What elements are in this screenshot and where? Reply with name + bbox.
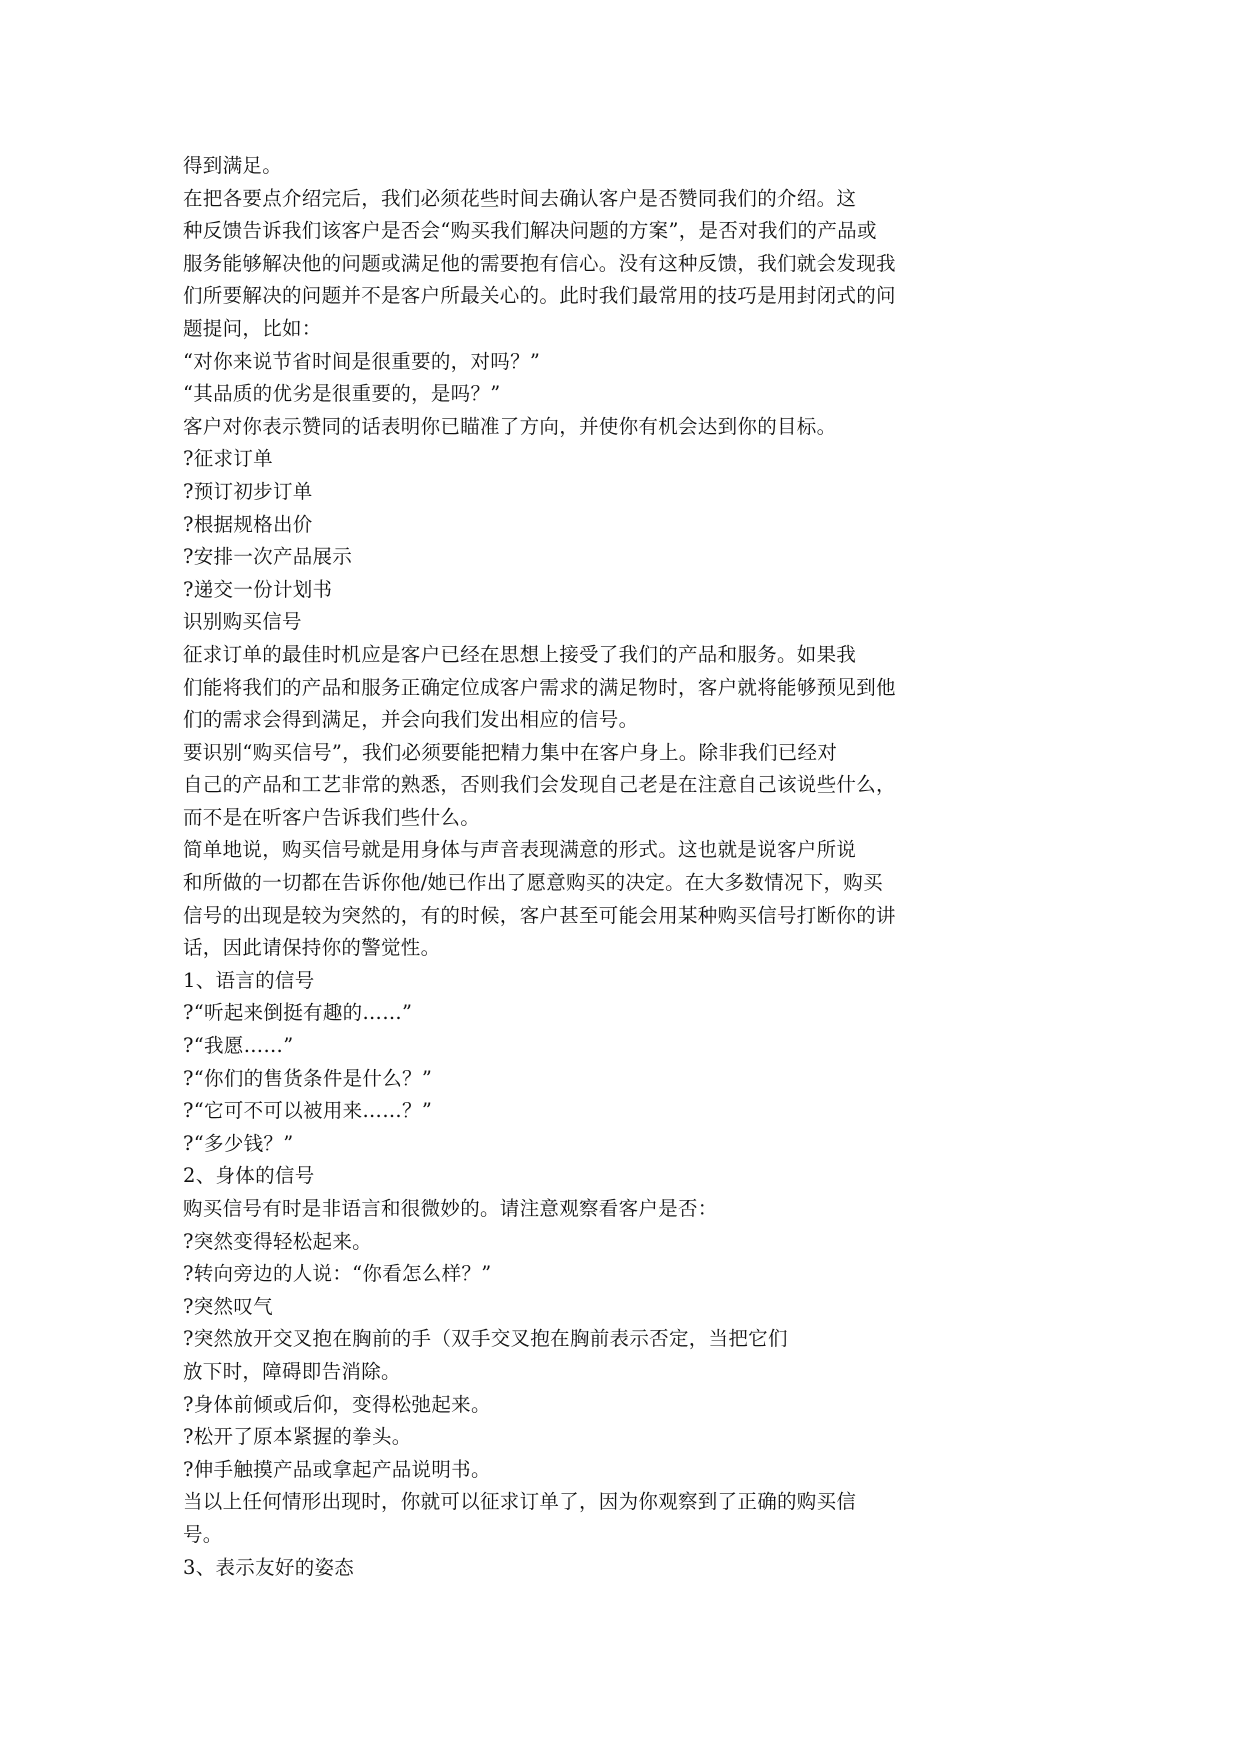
list-item: ?安排一次产品展示: [183, 545, 353, 569]
list-item: ?突然叹气: [183, 1294, 273, 1318]
document-body: [183, 150, 1003, 1584]
list-item: ?松开了原本紧握的拳头。: [183, 1425, 412, 1449]
text-line: 简单地说，购买信号就是用身体与声音表现满意的形式。这也就是说客户所说: [183, 838, 857, 862]
list-item: ?“它可不可以被用来……？”: [183, 1099, 433, 1123]
text-line: 们的需求会得到满足，并会向我们发出相应的信号。: [183, 708, 639, 732]
list-item: ?“多少钱？”: [183, 1131, 294, 1155]
text-line: 自己的产品和工艺非常的熟悉，否则我们会发现自己老是在注意自己该说些什么，: [183, 773, 896, 797]
text-line: 们所要解决的问题并不是客户所最关心的。此时我们最常用的技巧是用封闭式的问: [183, 284, 896, 308]
text-line: 在把各要点介绍完后，我们必须花些时间去确认客户是否赞同我们的介绍。这: [183, 186, 857, 210]
section-heading: 3、表示友好的姿态: [183, 1555, 355, 1579]
quote-line: “其品质的优劣是很重要的，是吗？”: [183, 382, 501, 406]
text-line: 题提问，比如：: [183, 316, 322, 340]
text-line: 客户对你表示赞同的话表明你已瞄准了方向，并使你有机会达到你的目标。: [183, 414, 837, 438]
text-line: 号。: [183, 1522, 223, 1546]
list-item: ?“你们的售货条件是什么？”: [183, 1066, 433, 1090]
list-item: ?“我愿……”: [183, 1034, 294, 1058]
text-line: 要识别“购买信号”，我们必须要能把精力集中在客户身上。除非我们已经对: [183, 740, 838, 764]
text-line: 征求订单的最佳时机应是客户已经在思想上接受了我们的产品和服务。如果我: [183, 642, 857, 666]
list-item: ?预订初步订单: [183, 479, 313, 503]
list-item: ?突然放开交叉抱在胸前的手（双手交叉抱在胸前表示否定，当把它们: [183, 1327, 788, 1351]
quote-line: “对你来说节省时间是很重要的，对吗？”: [183, 349, 541, 373]
section-heading: 识别购买信号: [183, 610, 302, 634]
list-item: ?转向旁边的人说：“你看怎么样？”: [183, 1262, 492, 1286]
list-item: ?递交一份计划书: [183, 577, 333, 601]
text-line: 信号的出现是较为突然的，有的时候，客户甚至可能会用某种购买信号打断你的讲: [183, 903, 896, 927]
list-item: ?“听起来倒挺有趣的……”: [183, 1001, 413, 1025]
text-line: 话，因此请保持你的警觉性。: [183, 936, 441, 960]
text-line: 当以上任何情形出现时，你就可以征求订单了，因为你观察到了正确的购买信: [183, 1490, 857, 1514]
list-item: ?伸手触摸产品或拿起产品说明书。: [183, 1457, 491, 1481]
text-line: 购买信号有时是非语言和很微妙的。请注意观察看客户是否：: [183, 1197, 718, 1220]
list-item: ?身体前倾或后仰，变得松弛起来。: [183, 1392, 491, 1416]
text-line: 们能将我们的产品和服务正确定位成客户需求的满足物时，客户就将能够预见到他: [183, 675, 896, 699]
list-item: ?征求订单: [183, 447, 273, 471]
text-line: 种反馈告诉我们该客户是否会“购买我们解决问题的方案”，是否对我们的产品或: [183, 219, 877, 243]
text-line: 和所做的一切都在告诉你他/她已作出了愿意购买的决定。在大多数情况下，购买: [183, 871, 883, 895]
text-line: 放下时，障碍即告消除。: [183, 1359, 401, 1383]
text-line: 服务能够解决他的问题或满足他的需要抱有信心。没有这种反馈，我们就会发现我: [183, 251, 896, 275]
list-item: ?根据规格出价: [183, 512, 313, 536]
list-item: ?突然变得轻松起来。: [183, 1229, 372, 1253]
section-heading: 2、身体的信号: [183, 1164, 315, 1188]
text-line: 而不是在听客户告诉我们些什么。: [183, 805, 481, 829]
section-heading: 1、语言的信号: [183, 968, 315, 992]
text-line: 得到满足。: [183, 154, 283, 177]
